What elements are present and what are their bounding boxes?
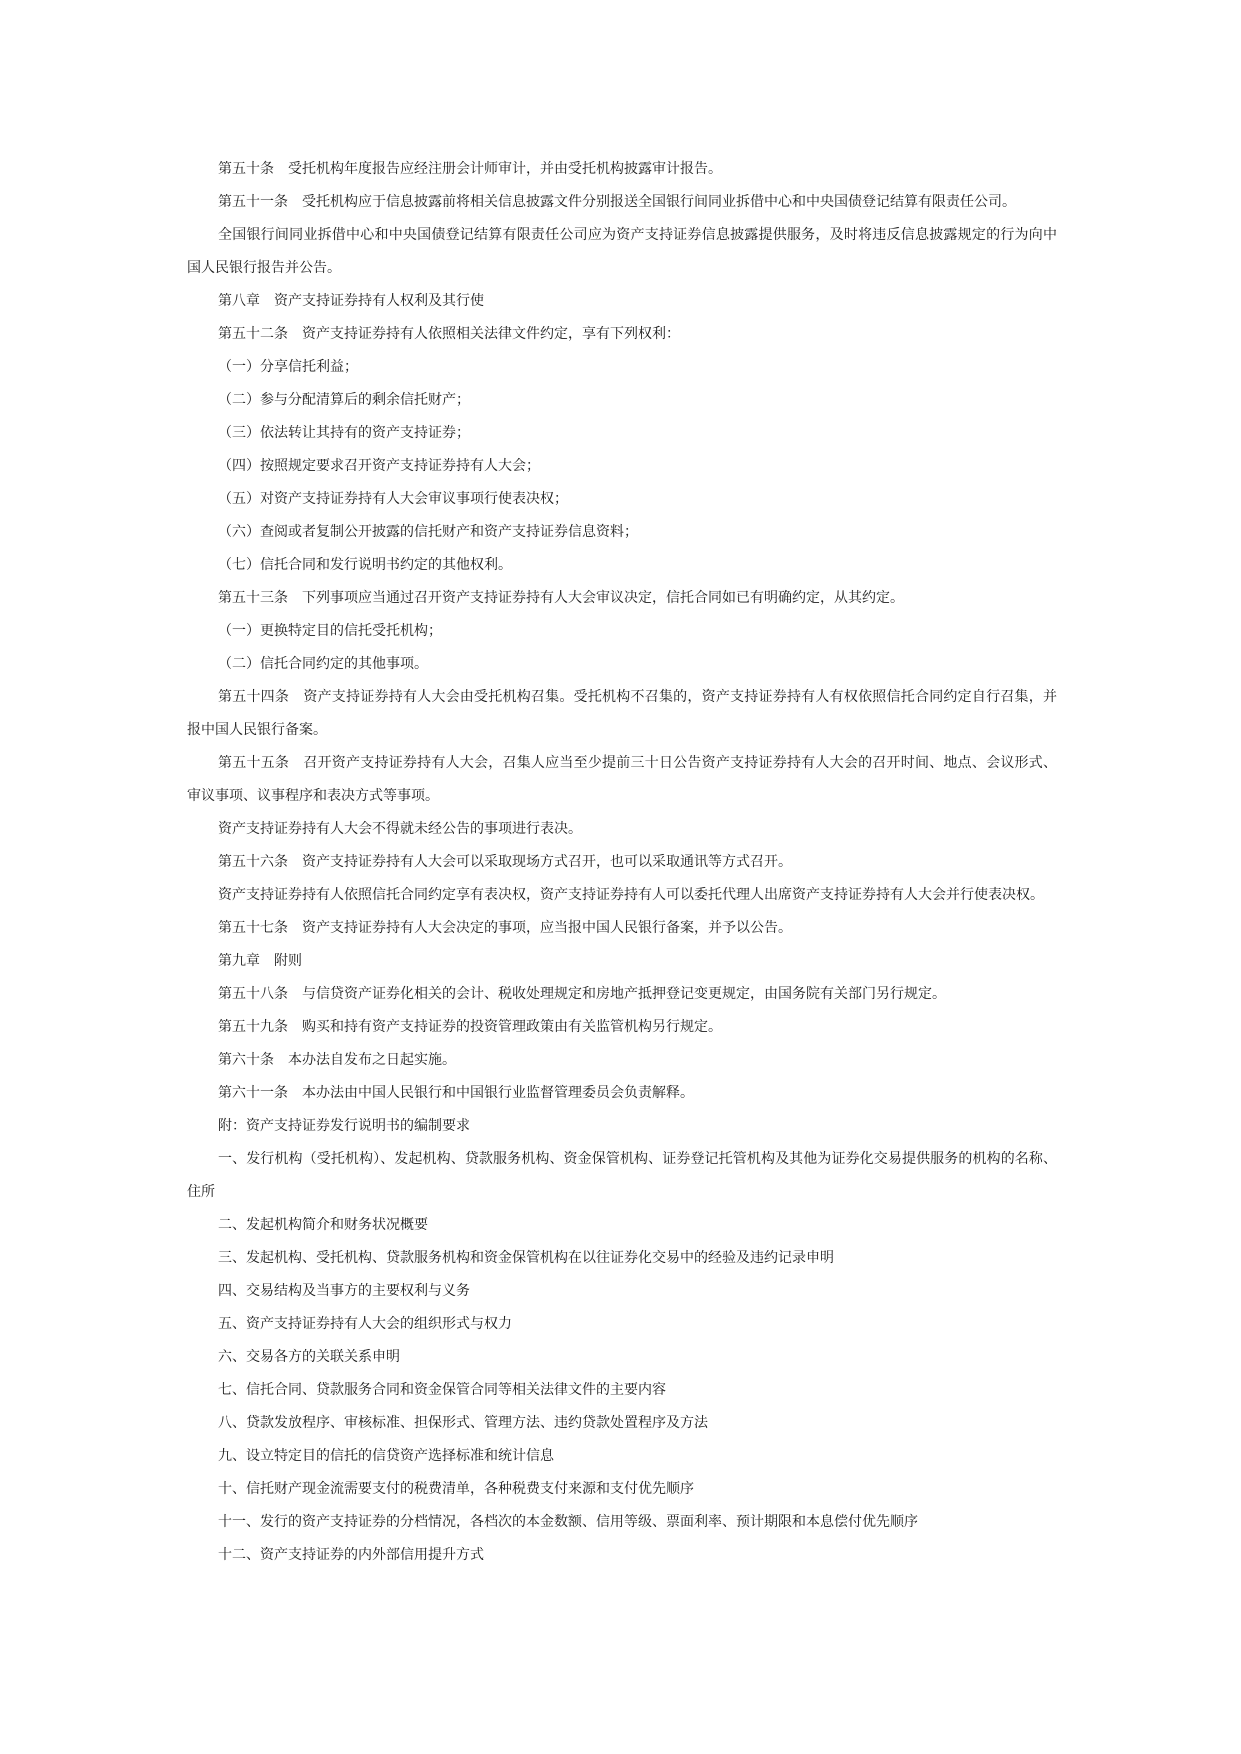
article-54: 第五十四条 资产支持证券持有人大会由受托机构召集。受托机构不召集的，资产支持证券持有人有权依照信托合同约定自行召集，并报中国人民银行备案。 (187, 689, 1057, 738)
appendix-item-9: 九、设立特定目的信托的信贷资产选择标准和统计信息 (218, 1448, 554, 1464)
article-52-item-7: （七）信托合同和发行说明书约定的其他权利。 (218, 557, 512, 573)
article-57: 第五十七条 资产支持证券持有人大会决定的事项，应当报中国人民银行备案，并予以公告。 (218, 920, 792, 936)
article-59: 第五十九条 购买和持有资产支持证券的投资管理政策由有关监管机构另行规定。 (218, 1019, 722, 1035)
appendix-item-2: 二、发起机构简介和财务状况概要 (218, 1217, 428, 1233)
appendix-item-7: 七、信托合同、贷款服务合同和资金保管合同等相关法律文件的主要内容 (218, 1382, 666, 1398)
article-52-item-3: （三）依法转让其持有的资产支持证券； (218, 425, 470, 441)
article-58: 第五十八条 与信贷资产证券化相关的会计、税收处理规定和房地产抵押登记变更规定，由国务院有关部门另行规定。 (218, 986, 946, 1002)
article-52-item-1: （一）分享信托利益； (218, 359, 358, 375)
appendix-item-5: 五、资产支持证券持有人大会的组织形式与权力 (218, 1316, 512, 1332)
article-52-item-2: （二）参与分配清算后的剩余信托财产； (218, 392, 470, 408)
article-61: 第六十一条 本办法由中国人民银行和中国银行业监督管理委员会负责解释。 (218, 1085, 694, 1101)
appendix-item-3: 三、发起机构、受托机构、贷款服务机构和资金保管机构在以往证券化交易中的经验及违约记录申明 (218, 1250, 834, 1266)
article-56-para-2: 资产支持证券持有人依照信托合同约定享有表决权，资产支持证券持有人可以委托代理人出席资产支持证券持有人大会并行使表决权。 (218, 887, 1044, 903)
appendix-item-8: 八、贷款发放程序、审核标准、担保形式、管理方法、违约贷款处置程序及方法 (218, 1415, 708, 1431)
article-51: 第五十一条 受托机构应于信息披露前将相关信息披露文件分别报送全国银行间同业拆借中心和中央国债登记结算有限责任公司。 (218, 194, 1016, 210)
article-51-para-2: 全国银行间同业拆借中心和中央国债登记结算有限责任公司应为资产支持证券信息披露提供服务，及时将违反信息披露规定的行为向中国人民银行报告并公告。 (187, 227, 1057, 276)
article-56: 第五十六条 资产支持证券持有人大会可以采取现场方式召开，也可以采取通讯等方式召开。 (218, 854, 792, 870)
article-50: 第五十条 受托机构年度报告应经注册会计师审计，并由受托机构披露审计报告。 (218, 161, 722, 177)
article-60: 第六十条 本办法自发布之日起实施。 (218, 1052, 456, 1068)
appendix-item-12: 十二、资产支持证券的内外部信用提升方式 (218, 1547, 484, 1563)
article-52-item-6: （六）查阅或者复制公开披露的信托财产和资产支持证券信息资料； (218, 524, 638, 540)
chapter-8-heading: 第八章 资产支持证券持有人权利及其行使 (218, 293, 484, 309)
appendix-item-4: 四、交易结构及当事方的主要权利与义务 (218, 1283, 470, 1299)
appendix-item-6: 六、交易各方的关联关系申明 (218, 1349, 400, 1365)
article-52-item-5: （五）对资产支持证券持有人大会审议事项行使表决权； (218, 491, 568, 507)
article-55-para-2: 资产支持证券持有人大会不得就未经公告的事项进行表决。 (218, 821, 582, 837)
appendix-heading: 附：资产支持证券发行说明书的编制要求 (218, 1118, 470, 1134)
appendix-item-1: 一、发行机构（受托机构）、发起机构、贷款服务机构、资金保管机构、证券登记托管机构及其他为证券化交易提供服务的机构的名称、住所 (187, 1151, 1057, 1200)
article-52-item-4: （四）按照规定要求召开资产支持证券持有人大会； (218, 458, 540, 474)
article-53-item-1: （一）更换特定目的信托受托机构； (218, 623, 442, 639)
chapter-9-heading: 第九章 附则 (218, 953, 302, 969)
appendix-item-11: 十一、发行的资产支持证券的分档情况，各档次的本金数额、信用等级、票面利率、预计期限和本息偿付优先顺序 (218, 1514, 918, 1530)
article-55: 第五十五条 召开资产支持证券持有人大会，召集人应当至少提前三十日公告资产支持证券持有人大会的召开时间、地点、会议形式、审议事项、议事程序和表决方式等事项。 (187, 755, 1057, 804)
article-53-item-2: （二）信托合同约定的其他事项。 (218, 656, 428, 672)
appendix-item-10: 十、信托财产现金流需要支付的税费清单，各种税费支付来源和支付优先顺序 (218, 1481, 694, 1497)
document-body (187, 153, 1057, 1572)
article-52: 第五十二条 资产支持证券持有人依照相关法律文件约定，享有下列权利： (218, 326, 680, 342)
article-53: 第五十三条 下列事项应当通过召开资产支持证券持有人大会审议决定，信托合同如已有明确约定，从其约定。 (218, 590, 904, 606)
